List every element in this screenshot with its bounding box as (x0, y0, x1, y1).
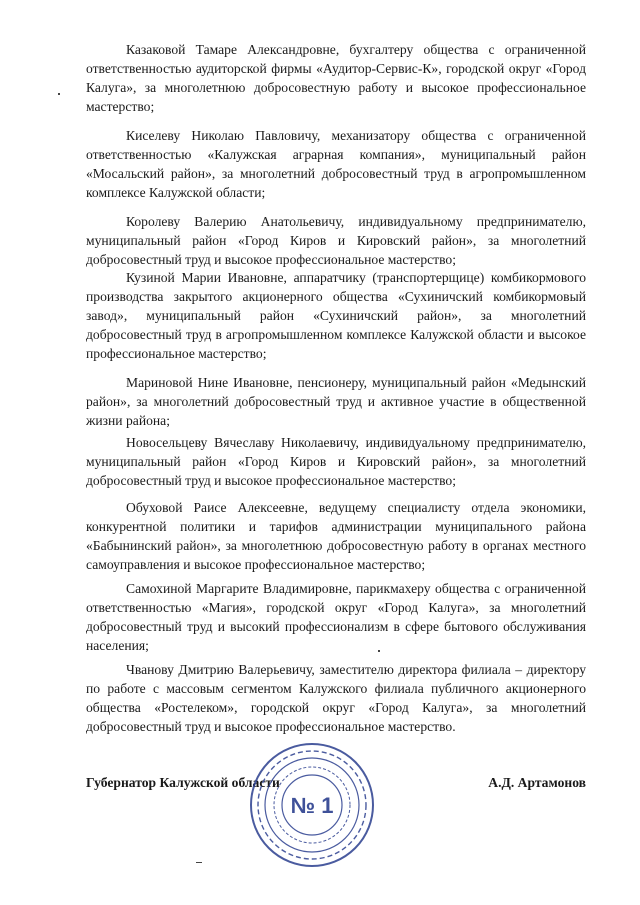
scan-speck (58, 93, 60, 95)
signatory-title: Губернатор Калужской области (86, 775, 280, 790)
paragraph-chvanov: Чванову Дмитрию Валерьевичу, заместителю директора филиала – директору по работе с массовым сегментом Калужского филиала публичного акционерного общества «Ростелеком», городской округ «Город Калуга», за многолетний добросовестный труд и высокое профессиональное мастерство. (86, 662, 586, 734)
paragraph-samokhina: Самохиной Маргарите Владимировне, парикмахеру общества с ограниченной ответственностью «Магия», городской округ «Город Калуга», за многолетний добросовестный труд и высокий профессионализм в сфере бытового обслуживания населения; (86, 581, 586, 653)
signatory-name: А.Д. Артамонов (488, 775, 586, 790)
paragraph-kiselev: Киселеву Николаю Павловичу, механизатору общества с ограниченной ответственностью «Калужская аграрная компания», муниципальный район «Мосальский район», за многолетний добросовестный труд в агропромышленном комплексе Калужской области; (86, 128, 586, 200)
scan-speck (196, 862, 202, 863)
paragraph-kazakova: Казаковой Тамаре Александровне, бухгалтеру общества с ограниченной ответственностью аудиторской фирмы «Аудитор-Сервис-К», городской округ «Город Калуга», за многолетнюю добросовестную работу и высокое профессиональное мастерство; (86, 42, 586, 114)
seal-number: № 1 (290, 793, 334, 818)
official-seal (248, 741, 376, 869)
paragraph-marinova: Мариновой Нине Ивановне, пенсионеру, муниципальный район «Медынский район», за многолетний добросовестный труд и активное участие в общественной жизни района; (86, 375, 586, 428)
paragraph-korolev: Королеву Валерию Анатольевичу, индивидуальному предпринимателю, муниципальный район «Город Киров и Кировский район», за многолетний добросовестный труд и высокое профессиональное мастерство; (86, 214, 586, 267)
paragraph-novoseltsev: Новосельцеву Вячеславу Николаевичу, индивидуальному предпринимателю, муниципальный район «Город Киров и Кировский район», за многолетний добросовестный труд и высокое профессиональное мастерство; (86, 435, 586, 488)
scan-speck (378, 650, 380, 652)
paragraph-obukhova: Обуховой Раисе Алексеевне, ведущему специалисту отдела экономики, конкурентной политики и тарифов администрации муниципального района «Бабынинский район», за многолетнюю добросовестную работу в органах местного самоуправления и высокое профессиональное мастерство; (86, 500, 586, 572)
paragraph-kuzina: Кузиной Марии Ивановне, аппаратчику (транспортерщице) комбикормового производства закрытого акционерного общества «Сухиничский комбикормовый завод», муниципальный район «Сухиничский район», за многолетний добросовестный труд в агропромышленном комплексе Калужской области и высокое профессиональное мастерство; (86, 270, 586, 361)
